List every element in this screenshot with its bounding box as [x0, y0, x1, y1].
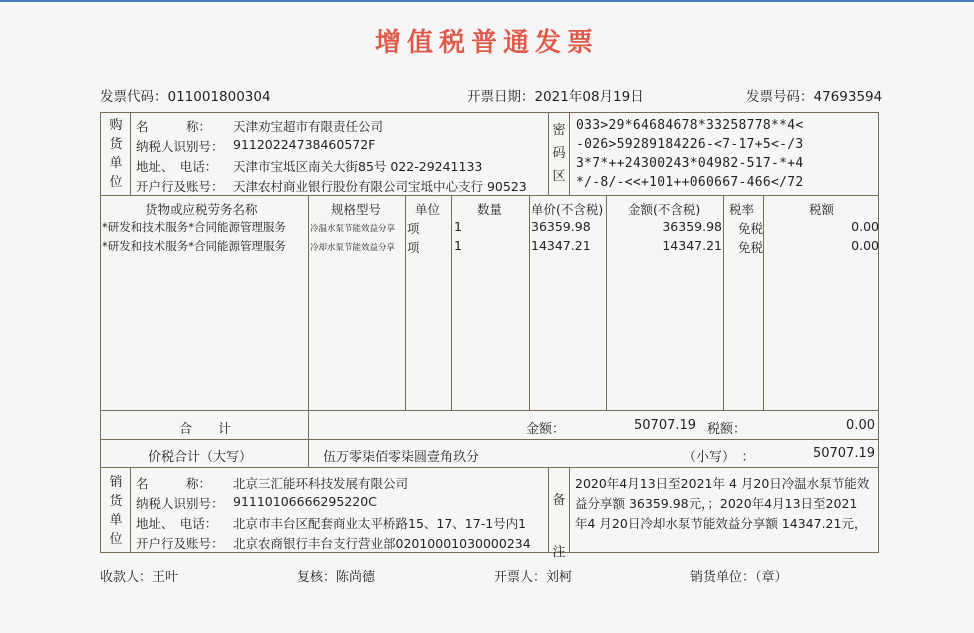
cipher-line-3: 3*7*++24300243*04982-517-*+4: [576, 156, 804, 171]
seller-section-label: 销 货 单 位: [109, 475, 123, 547]
buyer-address: 天津市宝坻区南关大街85号 022-29241133: [233, 159, 483, 174]
remarks-label: 备 注: [552, 493, 566, 560]
item-amount: 36359.98: [662, 219, 722, 234]
seller-tax-id-label: 纳税人识别号：: [136, 496, 224, 511]
invoice-frame: [100, 112, 879, 560]
seller-name: 北京三汇能环科技发展有限公司: [233, 476, 409, 491]
cipher-label: 密 码 区: [552, 123, 566, 184]
cipher-line-2: -026>59289184226-<7-17+5<-/3: [576, 137, 804, 152]
header-quantity: 数量: [477, 202, 503, 217]
buyer-bank: 天津农村商业银行股份有限公司宝坻中心支行 90523: [233, 179, 527, 194]
invoice-number: 发票号码：47693594: [746, 89, 883, 105]
header-unit-price: 单价(不含税): [531, 202, 604, 217]
invoice-code: 发票代码：011001800304: [100, 89, 271, 105]
item-unit: 项: [407, 240, 420, 255]
invoice-title: 增值税普通发票: [374, 28, 599, 58]
totals-amount-label: 金额：: [526, 422, 566, 437]
payee: 收款人：王叶: [100, 570, 179, 585]
seller-name-label: 名 称：: [136, 476, 212, 491]
item-tax: 0.00: [851, 219, 879, 234]
totals-amount: 50707.19: [634, 418, 697, 433]
remarks-line-1: 2020年4月13日至2021年 4 月20日冷温水泵节能效: [575, 476, 870, 491]
item-tax-rate: 免税: [738, 221, 764, 236]
seller-address: 北京市丰台区配套商业太平桥路15、17、17-1号内1: [233, 516, 527, 531]
seller-bank: 北京农商银行丰台支行营业部0201000103000023​4: [233, 536, 531, 551]
item-quantity: 1: [454, 219, 462, 234]
divider-totals: [101, 439, 878, 440]
item-tax-rate: 免税: [738, 240, 764, 255]
buyer-name: 天津劝宝超市有限责任公司: [233, 119, 384, 134]
seller-address-label: 地址、 电话：: [136, 516, 218, 531]
totals-label: 合 计: [179, 422, 232, 437]
remarks-line-2: 益分享额 36359.98元，；2020年4月13日至2021: [575, 496, 858, 511]
grand-total-words: 伍万零柒佰零柒圆壹角玖分: [323, 450, 480, 465]
header-tax: 税额: [809, 202, 835, 217]
cipher-line-1: 033>29*64684678*33258778**4<: [576, 118, 804, 133]
header-unit: 单位: [415, 202, 441, 217]
divider-buyer: [101, 195, 878, 196]
item-unit: 项: [407, 221, 420, 236]
buyer-bank-label: 开户行及账号：: [136, 179, 224, 194]
buyer-section-label: 购 货 单 位: [109, 118, 123, 190]
buyer-address-label: 地址、 电话：: [136, 159, 218, 174]
remarks-line-3: 年4 月20日冷却水泵节能效益分享额 14347.21元，: [575, 516, 867, 531]
grand-total-value: 50707.19: [812, 446, 875, 461]
header-item-name: 货物或应税劳务名称: [145, 202, 258, 217]
item-amount: 14347.21: [662, 238, 722, 253]
window-top-border: [0, 0, 974, 2]
header-tax-rate: 税率: [729, 202, 755, 217]
drawer: 开票人：刘柯: [494, 570, 573, 585]
divider-items: [101, 410, 878, 411]
header-spec: 规格型号: [331, 202, 382, 217]
grand-total-small-label: （小写） ：: [683, 450, 755, 465]
item-spec: 冷温水泵节能效益分享: [310, 224, 396, 234]
buyer-tax-id-label: 纳税人识别号：: [136, 139, 224, 154]
reviewer: 复核：陈尚德: [297, 570, 376, 585]
issue-date: 开票日期：2021年08月19日: [467, 89, 644, 105]
buyer-name-label: 名 称：: [136, 119, 212, 134]
totals-tax-label: 税额：: [707, 422, 747, 437]
item-unit-price: 36359.98: [531, 219, 591, 234]
cipher-line-4: */-8/-<<+101++060667-466</72: [576, 175, 804, 190]
grand-total-label: 价税合计（大写）: [148, 450, 253, 465]
item-unit-price: 14347.21: [531, 238, 591, 253]
item-name: *研发和技术服务*合同能源管理服务: [102, 220, 286, 234]
seller-bank-label: 开户行及账号：: [136, 536, 224, 551]
buyer-tax-id: 91120224738460572F: [233, 137, 376, 152]
item-quantity: 1: [454, 238, 462, 253]
item-name: *研发和技术服务*合同能源管理服务: [102, 239, 286, 253]
item-spec: 冷却水泵节能效益分享: [310, 243, 396, 253]
seller-stamp-label: 销货单位：（章）: [690, 570, 788, 585]
item-tax: 0.00: [851, 238, 879, 253]
seller-tax-id: 91110106666295220C: [233, 494, 377, 509]
header-amount: 金额(不含税): [628, 202, 701, 217]
divider-grand-total: [101, 467, 878, 468]
totals-tax: 0.00: [846, 418, 875, 433]
